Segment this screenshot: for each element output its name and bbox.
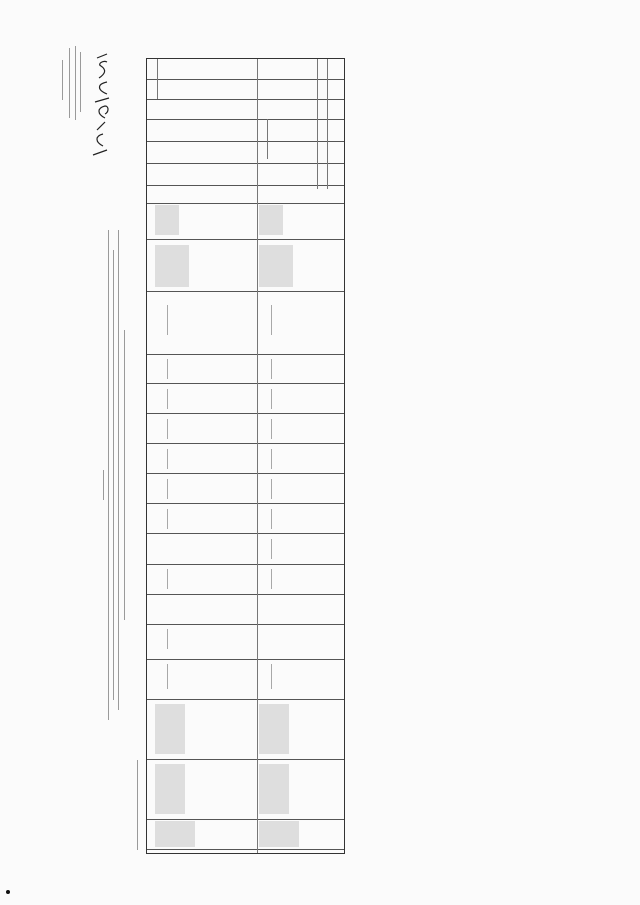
table-col-rule <box>257 59 258 853</box>
table-rule <box>147 819 344 820</box>
table-cell <box>167 509 168 529</box>
table-rule <box>147 413 344 414</box>
table-rule <box>147 503 344 504</box>
table-cell <box>155 205 179 235</box>
table-cell <box>271 479 272 499</box>
table-rule <box>147 564 344 565</box>
table-rule <box>147 291 344 292</box>
stamp-line-2 <box>69 48 70 118</box>
title-line <box>103 470 104 500</box>
data-table <box>146 58 345 854</box>
table-cell <box>271 389 272 409</box>
table-rule <box>147 659 344 660</box>
table-cell <box>259 245 293 287</box>
handwritten-date <box>85 50 115 160</box>
table-cell <box>271 449 272 469</box>
table-cell <box>271 509 272 529</box>
stamp-line-1 <box>62 60 63 100</box>
table-rule <box>147 163 344 164</box>
table-col-rule <box>317 59 318 189</box>
table-cell <box>167 359 168 379</box>
table-rule <box>147 239 344 240</box>
table-cell <box>167 419 168 439</box>
table-cell <box>167 664 168 689</box>
table-rule <box>147 759 344 760</box>
table-cell <box>271 569 272 589</box>
table-cell <box>259 821 299 847</box>
table-cell <box>271 664 272 689</box>
table-cell <box>155 821 195 847</box>
table-col-rule <box>157 59 158 99</box>
table-cell <box>167 479 168 499</box>
table-rule <box>147 849 344 850</box>
table-rule <box>147 185 344 186</box>
table-rule <box>147 699 344 700</box>
table-rule <box>147 141 344 142</box>
table-cell <box>155 245 189 287</box>
title-subline-1 <box>108 230 109 720</box>
table-cell <box>259 205 283 235</box>
table-cell <box>271 305 272 335</box>
table-rule <box>147 99 344 100</box>
title-subline-4 <box>124 330 125 620</box>
table-cell <box>155 704 185 754</box>
table-cell <box>167 449 168 469</box>
title-subline-3 <box>118 230 119 710</box>
table-cell <box>271 359 272 379</box>
table-rule <box>147 533 344 534</box>
table-rule <box>147 594 344 595</box>
table-rule <box>147 383 344 384</box>
table-cell <box>167 389 168 409</box>
table-cell <box>259 764 289 814</box>
scan-mark <box>6 890 10 894</box>
table-cell <box>167 569 168 589</box>
table-cell <box>271 539 272 559</box>
table-rule <box>147 203 344 204</box>
table-rule <box>147 354 344 355</box>
table-cell <box>155 764 185 814</box>
table-cell <box>167 629 168 649</box>
table-cell <box>271 419 272 439</box>
title-subline-2 <box>113 250 114 700</box>
table-rule <box>147 443 344 444</box>
table-cell <box>167 305 168 335</box>
stamp-line-4 <box>80 52 81 112</box>
stamp-line-3 <box>75 46 76 120</box>
table-rule <box>147 79 344 80</box>
table-rule <box>147 119 344 120</box>
table-rule <box>147 624 344 625</box>
table-cell <box>259 704 289 754</box>
table-rule <box>147 473 344 474</box>
table-caption-line <box>137 760 138 850</box>
table-col-rule <box>267 119 268 159</box>
table-col-rule <box>327 59 328 189</box>
